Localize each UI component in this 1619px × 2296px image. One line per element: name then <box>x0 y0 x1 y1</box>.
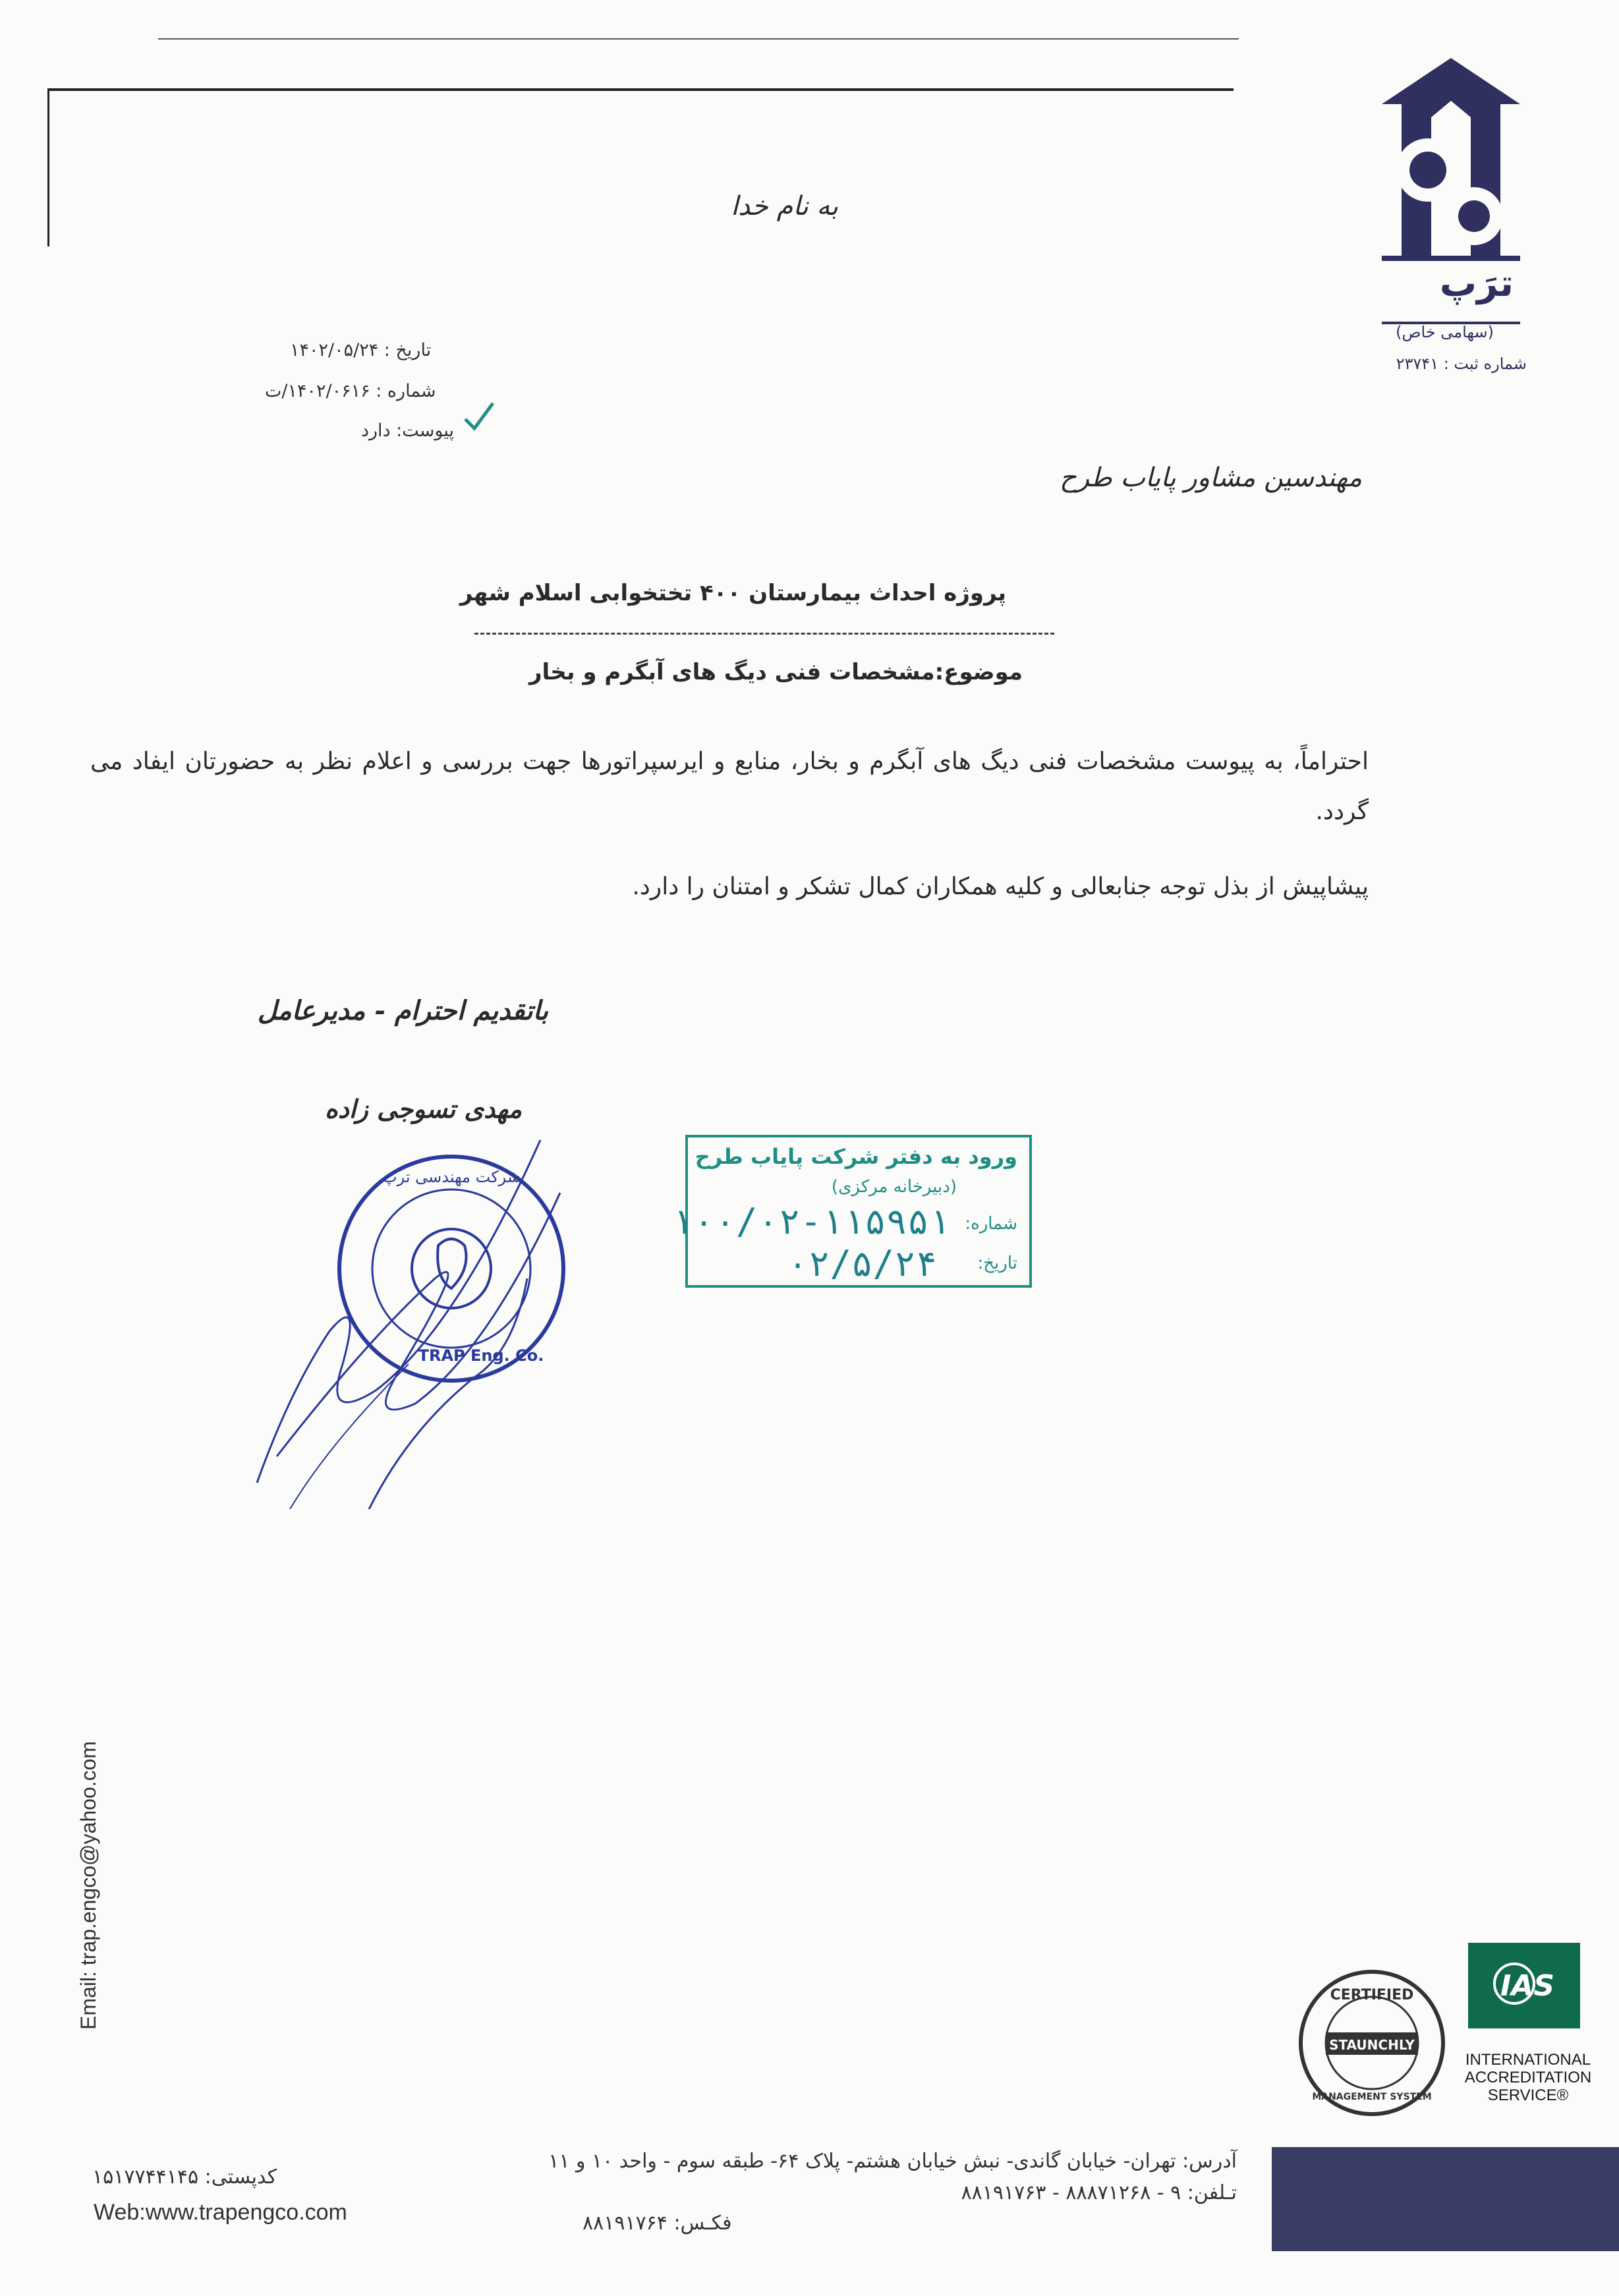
signer-name: مهدی تسوجی زاده <box>324 1094 522 1124</box>
checkmark-icon <box>463 399 496 432</box>
logo-company-name: ترَپ <box>1439 262 1514 305</box>
stamp-date-value: ۰۲/۵/۲۴ <box>787 1243 937 1284</box>
certified-management-logo <box>1297 1968 1447 2118</box>
letter-body <box>90 737 1369 912</box>
stamp-date-label: تاریخ: <box>977 1253 1017 1273</box>
registration-number: شماره ثبت : ۲۳۷۴۱ <box>1396 355 1527 373</box>
ias-mark: IAS <box>1500 1969 1555 2003</box>
signature <box>237 1114 606 1509</box>
attachment-note: پیوست: دارد <box>361 420 455 441</box>
certified-bottom-text: MANAGEMENT SYSTEM <box>1312 2092 1432 2102</box>
subject-line: موضوع:مشخصات فنی دیگ های آبگرم و بخار <box>528 659 1023 685</box>
footer-fax: فکـس: ۸۸۱۹۱۷۶۴ <box>582 2212 732 2235</box>
footer-address: آدرس: تهران- خیابان گاندی- نبش خیابان هشتم- پلاک ۶۴- طبقه سوم - واحد ۱۰ و ۱۱ <box>548 2150 1237 2173</box>
header-rule-left <box>47 88 49 246</box>
body-paragraph: احتراماً، به پیوست مشخصات فنی دیگ های آبگرم و بخار، منابع و ایرسپراتورها جهت بررسی و اعلام نظر به حضورتان ایفاد می گردد. <box>90 748 1369 825</box>
footer-website: Web:www.trapengco.com <box>94 2200 347 2225</box>
seal-text-bottom: TRAP Eng. Co. <box>418 1346 544 1365</box>
certified-mid-text: STAUNCHLY <box>1329 2037 1415 2053</box>
ias-logo <box>1468 1943 1580 2028</box>
logo-company-type: (سهامی خاص) <box>1396 323 1494 341</box>
seal-text-top: شرکت مهندسی ترپ <box>382 1168 521 1186</box>
letter-date: تاریخ : ۱۴۰۲/۰۵/۲۴ <box>290 340 432 360</box>
closing-line: باتقدیم احترام - مدیرعامل <box>257 995 548 1026</box>
footer-bar <box>1272 2147 1619 2251</box>
header-rule <box>47 88 1234 91</box>
recipient: مهندسین مشاور پایاب طرح <box>1059 463 1362 493</box>
footer-postal-code: کدپستی: ۱۵۱۷۷۴۴۱۴۵ <box>92 2166 277 2189</box>
ias-caption: INTERNATIONAL ACCREDITATION SERVICE® <box>1464 2051 1592 2104</box>
stamp-subtitle: (دبیرخانه مرکزی) <box>831 1177 957 1197</box>
stamp-number-value: ۱۰۰/۰۲-۱۱۵۹۵۱ <box>671 1201 950 1242</box>
stamp-number-label: شماره: <box>965 1214 1017 1234</box>
header-rule-top <box>158 38 1239 40</box>
project-title: پروژه احداث بیمارستان ۴۰۰ تختخوابی اسلام شهر <box>459 580 1006 606</box>
contact-email: Email: trap.engco@yahoo.com <box>76 1740 100 2030</box>
separator <box>474 633 1054 635</box>
basmala: به نام خدا <box>731 191 838 221</box>
footer-telephone: تـلفن: ۹ - ۸۸۸۷۱۲۶۸ - ۸۸۱۹۱۷۶۳ <box>961 2181 1237 2204</box>
body-paragraph: پیشاپیش از بذل توجه جنابعالی و کلیه همکاران کمال تشکر و امتنان را دارد. <box>632 873 1369 900</box>
receipt-stamp <box>671 1135 1032 1288</box>
stamp-title: ورود به دفتر شرکت پایاب طرح <box>695 1144 1017 1169</box>
certified-top-text: CERTIFIED <box>1330 1987 1414 2003</box>
letter-number: شماره : ۱۴۰۲/۰۶۱۶/ت <box>265 381 436 401</box>
